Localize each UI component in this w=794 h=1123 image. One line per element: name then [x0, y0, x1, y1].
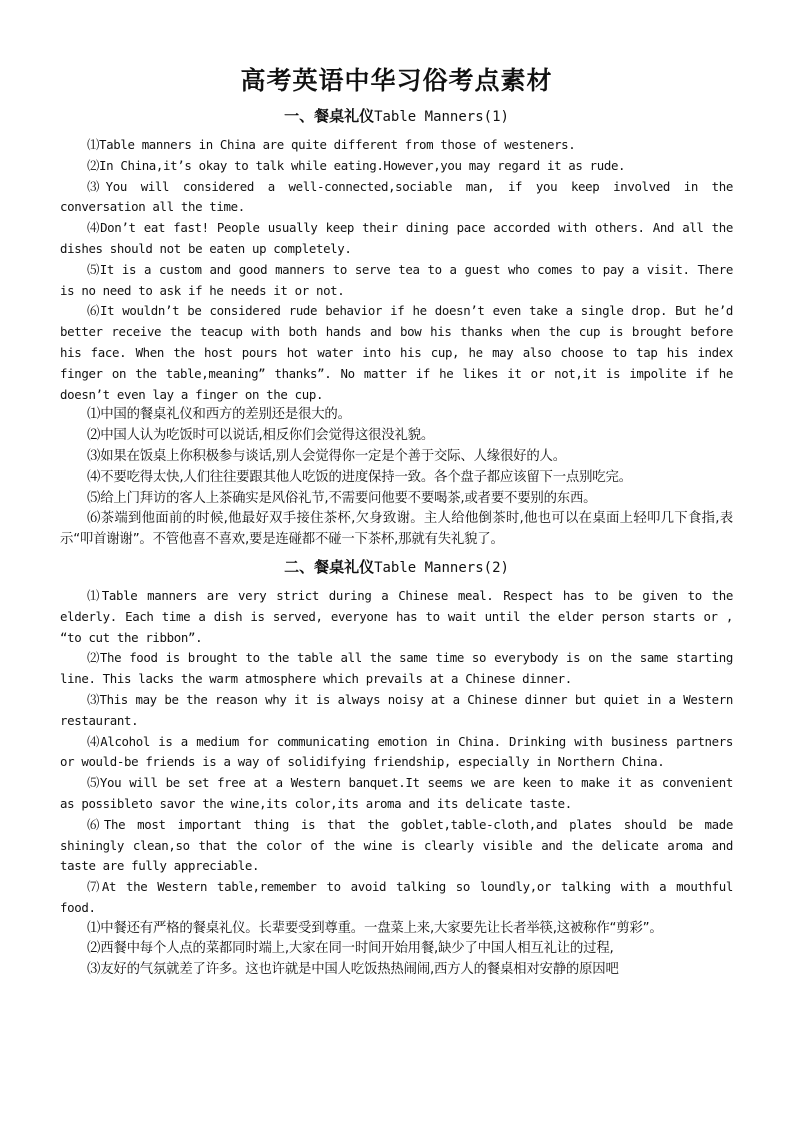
section-heading-cn: 一、餐桌礼仪	[284, 107, 375, 125]
chinese-paragraph: ⑶友好的气氛就差了许多。这也许就是中国人吃饭热热闹闹,西方人的餐桌相对安静的原因吧	[87, 962, 619, 978]
english-paragraph: ⑴Table manners are very strict during a Chinese meal. Respect has to be given to the elderly. Each time a dish is served, everyone has to wait until the elder person starts or , “to cut the ribbon”.	[60, 587, 733, 645]
english-paragraph: ⑵The food is brought to the table all the same time so everybody is on the same starting line. This lacks the warm atmosphere which prevails at a Chinese dinner.	[60, 650, 733, 687]
english-paragraph: ⑺At the Western table,remember to avoid talking so loundly,or talking with a mouthful food.	[60, 879, 733, 915]
chinese-paragraph: ⑷不要吃得太快,人们往往要跟其他人吃饭的进度保持一致。各个盘子都应该留下一点别吃完。	[87, 469, 632, 485]
chinese-paragraph: ⑵中国人认为吃饭时可以说话,相反你们会觉得这很没礼貌。	[87, 428, 435, 444]
section-heading	[60, 104, 733, 129]
document-title: 高考英语中华习俗考点素材	[240, 66, 553, 95]
english-paragraph: ⑶This may be the reason why it is always noisy at a Chinese dinner but quiet in a Western restaurant.	[60, 691, 733, 728]
english-paragraph: ⑵In China,it’s okay to talk while eating.However,you may regard it as rude.	[87, 157, 626, 173]
section-heading-en: Table Manners(2)	[374, 559, 509, 576]
english-paragraph: ⑸It is a custom and good manners to serve tea to a guest who comes to pay a visit. There is no need to ask if he needs it or not.	[60, 261, 733, 298]
section-heading-en: Table Manners(1)	[374, 109, 509, 125]
document-page	[60, 62, 733, 981]
chinese-paragraph: ⑹茶端到他面前的时候,他最好双手接住茶杯,欠身致谢。主人给他倒茶时,他也可以在桌面上轻叩几下食指,表示“叩首谢谢”。不管他喜不喜欢,要是连碰都不碰一下茶杯,那就有失礼貌了。	[60, 511, 733, 548]
english-paragraph: ⑷Don’t eat fast! People usually keep their dining pace accorded with others. And all the dishes should not be eaten up completely.	[60, 220, 733, 256]
section-heading-cn: 二、餐桌礼仪	[284, 557, 375, 576]
chinese-paragraph: ⑶如果在饭桌上你积极参与谈话,别人会觉得你一定是个善于交际、人缘很好的人。	[87, 448, 566, 464]
english-paragraph: ⑷Alcohol is a medium for communicating emotion in China. Drinking with business partners or would-be friends is a way of solidifying friendship, especially in Northern China.	[60, 733, 733, 770]
section-table-manners-1	[60, 104, 733, 551]
section-table-manners-2	[60, 555, 733, 981]
english-paragraph: ⑹It wouldn’t be considered rude behavior if he doesn’t even take a single drop. But he’d better receive the teacup with both hands and bow his thanks when the cup is brought before his face. When the host pours hot water into his cup, he may also choose to tap his index finger on the table,meaning” thanks”. No matter if he likes it or not,it is impolite if he doesn’t even lay a finger on the cup.	[60, 303, 733, 402]
english-paragraph: ⑶You will considered a well-connected,sociable man, if you keep involved in the conversation all the time.	[60, 178, 733, 215]
section-heading	[60, 555, 733, 580]
chinese-paragraph: ⑸给上门拜访的客人上茶确实是风俗礼节,不需要问他要不要喝茶,或者要不要别的东西。	[87, 490, 597, 506]
english-paragraph: ⑸You will be set free at a Western banquet.It seems we are keen to make it as convenient as possibleto savor the wine,its color,its aroma and its delicate taste.	[60, 775, 733, 811]
chinese-paragraph: ⑵西餐中每个人点的菜都同时端上,大家在同一时间开始用餐,缺少了中国人相互礼让的过程,	[87, 941, 614, 957]
english-paragraph: ⑹The most important thing is that the goblet,table-cloth,and plates should be made shiningly clean,so that the color of the wine is clearly visible and the delicate aroma and taste are fully appreciable.	[60, 816, 733, 874]
chinese-paragraph: ⑴中国的餐桌礼仪和西方的差别还是很大的。	[87, 407, 351, 423]
english-paragraph: ⑴Table manners in China are quite different from those of westeners.	[87, 137, 576, 152]
chinese-paragraph: ⑴中餐还有严格的餐桌礼仪。长辈要受到尊重。一盘菜上来,大家要先让长者举筷,这被称作“剪彩”。	[87, 920, 663, 936]
